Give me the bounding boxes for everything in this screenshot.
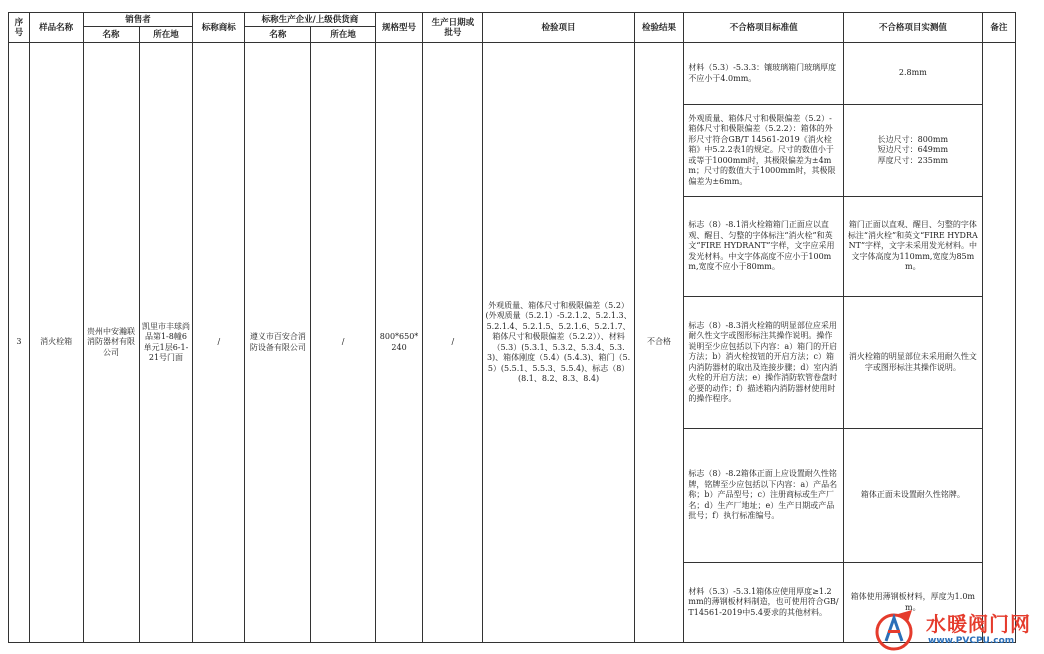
table-row: [9, 43, 1016, 105]
defect-measured-value: 2.8mm: [843, 43, 982, 105]
header-producer-location: 所在地: [311, 27, 375, 43]
defect-std-value: 材料（5.3）-5.3.1箱体应使用厚度≥1.2mm的薄钢板材料制造，也可使用符合GB/T14561-2019中5.4要求的其他材料。: [684, 563, 844, 643]
row-trademark: /: [193, 43, 245, 643]
header-remarks: 备注: [982, 13, 1015, 43]
site-watermark: [872, 606, 1042, 654]
defect-std-value: 标志（8）-8.2箱体正面上应设置耐久性铭牌，铭牌至少应包括以下内容：a）产品名称；b）产品型号；c）注册商标或生产厂名；d）生产厂地址；e）生产日期或产品批号；f）执行标准编号。: [684, 429, 844, 563]
header-inspection-result: 检验结果: [634, 13, 684, 43]
row-seller-location: 凯里市丰球尚品第1-8幢6单元1层6-1-21号门面: [139, 43, 193, 643]
header-seller-location: 所在地: [139, 27, 193, 43]
watermark-url: www.PVCPU.com: [928, 636, 1015, 646]
defect-measured-value: 箱体使用薄钢板材料，厚度为1.0mm。: [843, 563, 982, 643]
row-remarks: [982, 43, 1015, 643]
row-sample-name: 消火栓箱: [29, 43, 83, 643]
header-seq: 序 号: [9, 13, 30, 43]
defect-std-value: 标志（8）-8.1消火栓箱箱门正面应以直观、醒目、匀整的字体标注“消火栓”和英文“FIRE HYDRANT”字样，文字应采用发光材料。中文字体高度不应小于100mm,宽度不应小于80mm。: [684, 197, 844, 297]
defect-measured-value: 消火栓箱的明显部位未采用耐久性文字或图形标注其操作说明。: [843, 297, 982, 429]
defect-measured-value: 箱门正面以直观、醒目、匀整的字体标注“消火栓”和英文“FIRE HYDRANT”字样，文字未采用发光材料。中文字体高度为110mm,宽度为85mm。: [843, 197, 982, 297]
row-seq: 3: [9, 43, 30, 643]
header-seller-name: 名称: [83, 27, 139, 43]
inspection-table: [8, 12, 1016, 643]
row-production-date: /: [423, 43, 483, 643]
defect-std-value: 外观质量、箱体尺寸和极限偏差（5.2）-箱体尺寸和极限偏差（5.2.2）：箱体的外形尺寸符合GB/T 14561-2019《消火栓箱》中5.2.2表1的规定。尺寸的数值小于或等于1000mm时，其极限偏差为±4mm；尺寸的数值大于1000mm时，其极限偏差为±6mm。: [684, 105, 844, 197]
row-producer-location: /: [311, 43, 375, 643]
row-spec: 800*650*240: [375, 43, 423, 643]
header-inspection-items: 检验项目: [483, 13, 634, 43]
watermark-title: 水暖阀门网: [926, 612, 1031, 636]
header-production-date: 生产日期或 批号: [423, 13, 483, 43]
row-inspection-result: 不合格: [634, 43, 684, 643]
header-trademark: 标称商标: [193, 13, 245, 43]
defect-measured-value: 长边尺寸：800mm 短边尺寸：649mm 厚度尺寸：235mm: [843, 105, 982, 197]
valve-logo-icon: [872, 608, 920, 652]
row-seller-name: 贵州中安瀚联消防器材有限公司: [83, 43, 139, 643]
defect-measured-value: 箱体正面未设置耐久性铭牌。: [843, 429, 982, 563]
header-spec: 规格型号: [375, 13, 423, 43]
header-seller: 销售者: [83, 13, 193, 27]
header-producer: 标称生产企业/上级供货商: [245, 13, 376, 27]
row-producer-name: 遵义市百安合消防设备有限公司: [245, 43, 311, 643]
defect-std-value: 标志（8）-8.3消火栓箱的明显部位应采用耐久性文字或图形标注其操作说明。操作说明至少应包括以下内容：a）箱门的开启方法；b）消火栓按钮的开启方法；c）箱内消防器材的取出及连接步骤；d）室内消火栓的开启方法；e）操作消防软管卷盘时必要的动作；f）描述箱内消防器材使用时的操作程序。: [684, 297, 844, 429]
header-sample-name: 样品名称: [29, 13, 83, 43]
header-producer-name: 名称: [245, 27, 311, 43]
defect-std-value: 材料（5.3）-5.3.3：镶玻璃箱门玻璃厚度不应小于4.0mm。: [684, 43, 844, 105]
row-inspection-items: 外观质量、箱体尺寸和极限偏差（5.2）(外观质量（5.2.1）-5.2.1.2、5.2.1.3、5.2.1.4、5.2.1.5、5.2.1.6、5.2.1.7、箱体尺寸和极限偏差（5.2.2））、材料（5.3）(5.3.1、5.3.2、5.3.4、5.3.3)、箱体刚度（5.4）(5.4.3)、箱门（5.5）(5.5.1、5.5.3、5.5.4)、标志（8）(8.1、8.2、8.3、8.4): [483, 43, 634, 643]
header-std-value: 不合格项目标准值: [684, 13, 844, 43]
header-measured-value: 不合格项目实测值: [843, 13, 982, 43]
